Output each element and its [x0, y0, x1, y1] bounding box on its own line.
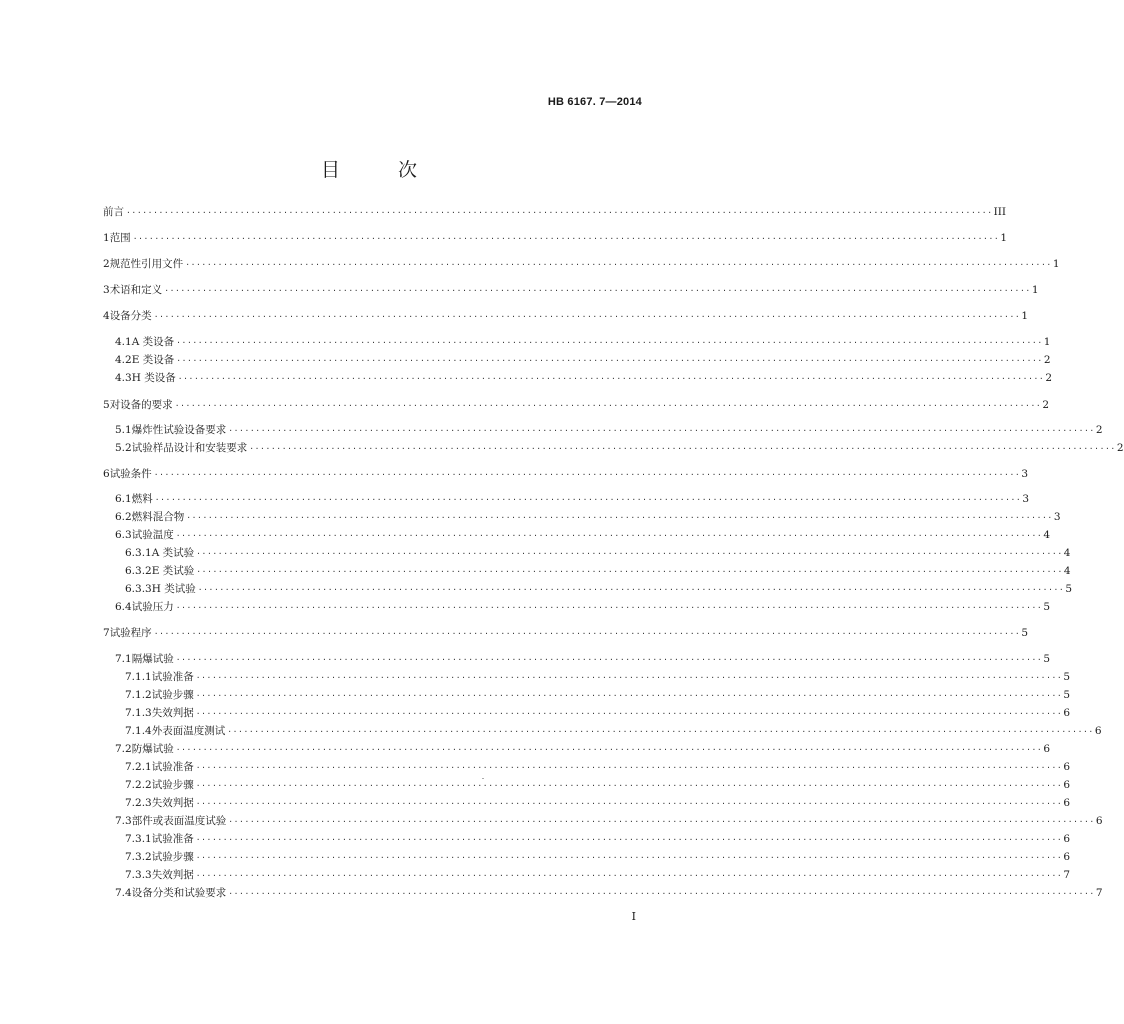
toc-entry-title: A 类设备: [131, 336, 175, 348]
toc-entry-title: 试验准备: [151, 671, 194, 683]
toc-entry-number: 4.3: [115, 372, 132, 384]
toc-entry[interactable]: [103, 204, 1007, 220]
toc-leader-dots: ································································································································································: [196, 549, 1063, 558]
toc-entry-title: 防爆试验: [131, 743, 174, 755]
toc-entry[interactable]: [103, 741, 1051, 757]
toc-entry-page: 2: [1045, 372, 1053, 384]
toc-entry-page: 6: [1094, 725, 1102, 737]
toc-entry-title: 试验准备: [151, 761, 194, 773]
toc-entry-number: 7.1.2: [125, 689, 152, 701]
toc-leader-dots: ································································································································································: [176, 356, 1043, 365]
toc-entry-page: 7: [1063, 869, 1071, 881]
toc-entry-title: 外表面温度测试: [151, 725, 226, 737]
toc-entry[interactable]: [103, 440, 1124, 456]
toc-leader-dots: ································································································································································: [175, 603, 1043, 612]
toc-leader-dots: ································································································································································: [153, 312, 1021, 321]
toc-entry[interactable]: [103, 849, 1071, 865]
toc-entry[interactable]: [103, 759, 1071, 775]
toc-entry[interactable]: [103, 422, 1103, 438]
toc-entry-number: 7.3.2: [125, 851, 152, 863]
toc-entry-number: 6.4: [115, 601, 132, 613]
toc-entry-title: 试验程序: [109, 627, 152, 639]
toc-entry-page: 2: [1043, 354, 1051, 366]
toc-entry-title: 规范性引用文件: [109, 258, 184, 270]
toc-entry-page: 3: [1022, 493, 1030, 505]
toc-entry[interactable]: [103, 256, 1060, 272]
toc-leader-dots: ································································································································································: [175, 745, 1043, 754]
toc-leader-dots: ································································································································································: [197, 585, 1065, 594]
toc-entry[interactable]: [103, 723, 1102, 739]
toc-entry[interactable]: [103, 885, 1103, 901]
toc-entry[interactable]: [103, 777, 1071, 793]
toc-entry[interactable]: [103, 282, 1039, 298]
toc-leader-dots: ································································································································································: [176, 338, 1043, 347]
toc-leader-dots: ································································································································································: [195, 871, 1063, 880]
toc-entry[interactable]: [103, 687, 1071, 703]
toc-entry-page: 6: [1063, 707, 1071, 719]
toc-entry-number: 6.1: [115, 493, 132, 505]
toc-entry-title: 部件或表面温度试验: [131, 815, 227, 827]
toc-entry-title: 燃料混合物: [131, 511, 185, 523]
toc-entry-page: 4: [1043, 529, 1051, 541]
toc-entry-page: 2: [1095, 424, 1103, 436]
toc-entry-number: 7.2.2: [125, 779, 152, 791]
page-title: 目 次: [320, 159, 444, 181]
toc-entry-page: 4: [1063, 547, 1071, 559]
toc-entry-page: 1: [1043, 336, 1051, 348]
toc-leader-dots: ································································································································································: [249, 444, 1116, 453]
toc-entry-title: 范围: [109, 232, 131, 244]
toc-leader-dots: ································································································································································: [195, 709, 1063, 718]
toc-entry-page: 5: [1065, 583, 1073, 595]
toc-entry-number: 5: [103, 399, 110, 411]
toc-leader-dots: ································································································································································: [174, 401, 1042, 410]
toc-entry-title: 失效判据: [151, 797, 194, 809]
toc-entry-number: 5.2: [115, 442, 132, 454]
toc-entry[interactable]: [103, 466, 1028, 482]
toc-leader-dots: ································································································································································: [227, 727, 1094, 736]
toc-entry-number: 3: [103, 284, 110, 296]
toc-entry[interactable]: [103, 669, 1071, 685]
toc-entry-title: 设备分类和试验要求: [131, 887, 227, 899]
toc-entry-page: 3: [1021, 468, 1028, 480]
toc-entry-title: 试验准备: [151, 833, 194, 845]
toc-leader-dots: ································································································································································: [132, 234, 1000, 243]
toc-entry-page: 3: [1053, 511, 1061, 523]
toc-leader-dots: ································································································································································: [195, 781, 1063, 790]
toc-entry-page: 2: [1042, 399, 1049, 411]
toc-leader-dots: ································································································································································: [177, 374, 1045, 383]
toc-leader-dots: ································································································································································: [175, 531, 1043, 540]
toc-entry-page: 5: [1043, 601, 1051, 613]
toc-entry-number: 7.3.3: [125, 869, 152, 881]
toc-entry-page: 2: [1116, 442, 1124, 454]
toc-entry[interactable]: [103, 867, 1071, 883]
toc-entry-page: 1: [1052, 258, 1060, 270]
toc-entry-title: H 类试验: [151, 583, 196, 595]
toc-entry-number: 7.2.3: [125, 797, 152, 809]
toc-entry[interactable]: [103, 813, 1103, 829]
toc-entry-page: 5: [1063, 689, 1071, 701]
toc-leader-dots: ································································································································································: [195, 673, 1063, 682]
toc-entry-number: 4.1: [115, 336, 132, 348]
toc-entry[interactable]: [103, 831, 1071, 847]
toc-entry-title: 前言: [103, 206, 124, 218]
toc-entry-number: 7.2.1: [125, 761, 152, 773]
toc-entry-title: 术语和定义: [109, 284, 163, 296]
toc-entry-page: 6: [1063, 779, 1071, 791]
toc-entry[interactable]: [103, 581, 1073, 597]
toc-entry[interactable]: [103, 370, 1053, 386]
toc-entry-title: 试验样品设计和安装要求: [131, 442, 248, 454]
toc-leader-dots: ································································································································································: [228, 817, 1095, 826]
toc-entry-number: 6.3: [115, 529, 132, 541]
speck: [482, 778, 484, 779]
toc-entry-number: 6.3.1: [125, 547, 152, 559]
toc-entry[interactable]: [103, 308, 1028, 324]
toc-entry[interactable]: [103, 563, 1071, 579]
toc-leader-dots: ································································································································································: [126, 208, 993, 217]
toc-leader-dots: ································································································································································: [164, 286, 1031, 295]
toc-entry-number: 6: [103, 468, 110, 480]
toc-entry-page: 1: [1000, 232, 1007, 244]
toc-leader-dots: ································································································································································: [228, 426, 1095, 435]
toc-entry[interactable]: [103, 230, 1007, 246]
toc-entry-number: 7.3.1: [125, 833, 152, 845]
toc-entry-page: 6: [1063, 761, 1071, 773]
toc-entry-page: 5: [1021, 627, 1028, 639]
toc-entry[interactable]: [103, 545, 1071, 561]
toc-entry[interactable]: [103, 334, 1051, 350]
toc-leader-dots: ································································································································································: [195, 763, 1063, 772]
toc-entry-page: 6: [1063, 833, 1071, 845]
toc-entry-title: 失效判据: [151, 707, 194, 719]
toc-entry-number: 7.1.3: [125, 707, 152, 719]
toc-entry[interactable]: [103, 599, 1051, 615]
toc-entry-title: A 类试验: [151, 547, 195, 559]
toc-entry-page: 6: [1043, 743, 1051, 755]
toc-entry-title: 试验步骤: [151, 851, 194, 863]
toc-entry[interactable]: [103, 352, 1051, 368]
toc-entry[interactable]: [103, 397, 1049, 413]
toc-entry-page: 6: [1063, 797, 1071, 809]
toc-leader-dots: ································································································································································: [186, 513, 1053, 522]
toc-entry-number: 7.1: [115, 653, 132, 665]
toc-entry-number: 7.1.1: [125, 671, 152, 683]
toc-leader-dots: ································································································································································: [153, 470, 1021, 479]
toc-leader-dots: ································································································································································: [195, 799, 1063, 808]
toc-entry[interactable]: [103, 625, 1028, 641]
toc-entry-number: 4: [103, 310, 110, 322]
toc-entry-page: 6: [1063, 851, 1071, 863]
toc-leader-dots: ································································································································································: [196, 567, 1063, 576]
toc-leader-dots: ································································································································································: [154, 495, 1022, 504]
toc-entry-number: 7.1.4: [125, 725, 152, 737]
toc-entry-page: 4: [1063, 565, 1071, 577]
toc-entry-title: 爆炸性试验设备要求: [131, 424, 227, 436]
toc-entry-page: III: [993, 206, 1007, 218]
toc-entry-number: 7.2: [115, 743, 132, 755]
toc-entry[interactable]: [103, 651, 1051, 667]
toc-leader-dots: ································································································································································: [175, 655, 1043, 664]
toc-leader-dots: ································································································································································: [228, 889, 1095, 898]
toc-entry[interactable]: [103, 509, 1061, 525]
toc-entry-page: 1: [1021, 310, 1028, 322]
toc-entry-number: 7.3: [115, 815, 132, 827]
toc-entry-title: 试验条件: [109, 468, 152, 480]
toc-entry[interactable]: [103, 795, 1071, 811]
toc-entry[interactable]: [103, 705, 1071, 721]
toc-entry-title: E 类设备: [131, 354, 175, 366]
toc-entry[interactable]: [103, 527, 1051, 543]
toc-entry-title: 试验步骤: [151, 779, 194, 791]
toc-entry-number: 1: [103, 232, 110, 244]
toc-entry-title: 试验温度: [131, 529, 174, 541]
toc-entry[interactable]: [103, 491, 1030, 507]
toc-entry-title: 对设备的要求: [109, 399, 173, 411]
toc-entry-title: 设备分类: [109, 310, 152, 322]
toc-entry-page: 5: [1063, 671, 1071, 683]
toc-entry-title: 燃料: [131, 493, 153, 505]
toc-entry-number: 6.3.2: [125, 565, 152, 577]
toc-entry-title: 试验步骤: [151, 689, 194, 701]
toc-entry-number: 6.3.3: [125, 583, 152, 595]
toc-entry-number: 2: [103, 258, 110, 270]
toc-entry-number: 7: [103, 627, 110, 639]
toc-entry-page: 1: [1031, 284, 1039, 296]
page-number: I: [631, 910, 636, 923]
toc-entry-page: 6: [1095, 815, 1103, 827]
document-id: HB 6167. 7—2014: [547, 96, 642, 108]
toc-leader-dots: ································································································································································: [195, 691, 1063, 700]
toc-entry-title: 隔爆试验: [131, 653, 174, 665]
toc-entry-title: H 类设备: [131, 372, 176, 384]
toc-entry-number: 5.1: [115, 424, 132, 436]
toc-entry-page: 5: [1043, 653, 1051, 665]
toc-entry-number: 6.2: [115, 511, 132, 523]
toc-leader-dots: ································································································································································: [195, 835, 1063, 844]
toc-leader-dots: ································································································································································: [195, 853, 1063, 862]
toc-entry-title: E 类试验: [151, 565, 195, 577]
toc-entry-number: 4.2: [115, 354, 132, 366]
toc-entry-title: 失效判据: [151, 869, 194, 881]
toc-entry-page: 7: [1095, 887, 1103, 899]
toc-leader-dots: ································································································································································: [185, 260, 1052, 269]
toc-entry-title: 试验压力: [131, 601, 174, 613]
toc-leader-dots: ································································································································································: [153, 629, 1021, 638]
toc-entry-number: 7.4: [115, 887, 132, 899]
